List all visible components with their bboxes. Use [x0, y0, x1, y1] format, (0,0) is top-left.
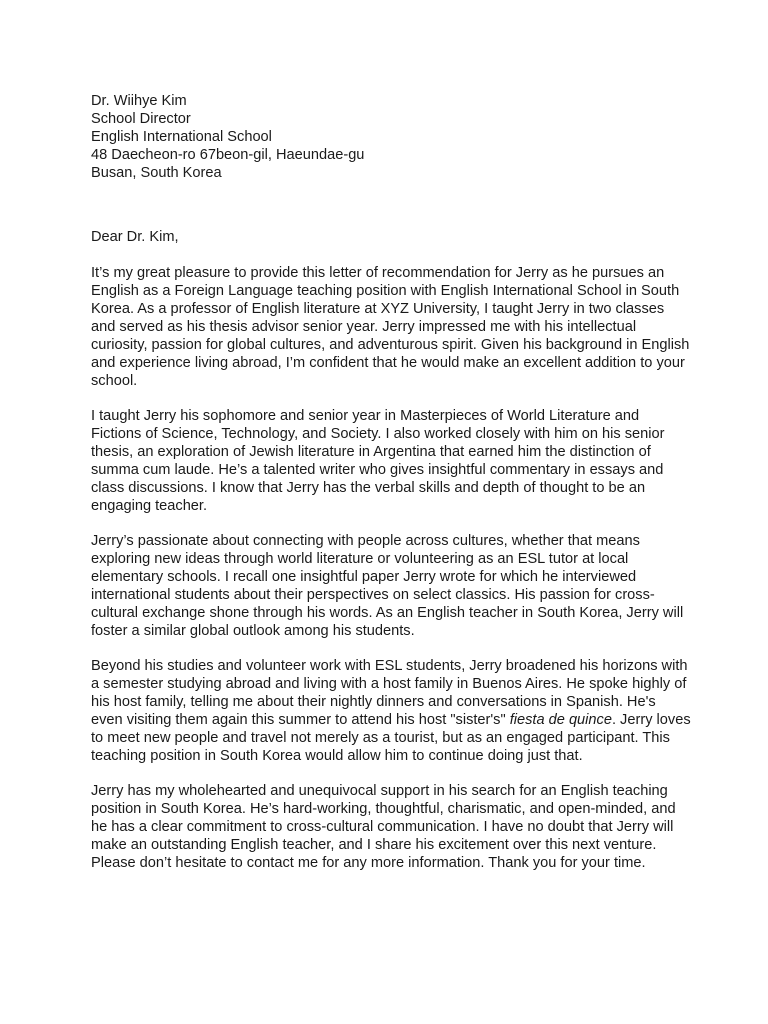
paragraph-4-text-start: Beyond his studies and volunteer work with ESL students, Jerry broadened his horizons with a semester studying abroad and living with a host family in Buenos Aires. He spoke highly of his host family, telling me about their nightly dinners and conversations in Spanish. He's even visiting them again this summer to attend his host "sister's" [91, 658, 688, 728]
paragraph-1: It’s my great pleasure to provide this letter of recommendation for Jerry as he pursues an English as a Foreign Language teaching position with English International School in South Korea. As a professor of English literature at XYZ University, I taught Jerry in two classes and served as his thesis advisor senior year. Jerry impressed me with his intellectual curiosity, passion for global cultures, and adventurous spirit. Given his background in English and experience living abroad, I’m confident that he would make an excellent addition to your school. [91, 265, 690, 389]
letter-page [91, 92, 691, 872]
recipient-name: Dr. Wiihye Kim [91, 93, 187, 109]
recipient-address-block [91, 92, 691, 182]
paragraph-4-italic-phrase: fiesta de quince [509, 712, 612, 728]
paragraph-5: Jerry has my wholehearted and unequivocal support in his search for an English teaching position in South Korea. He’s hard-working, thoughtful, charismatic, and open-minded, and he has a clear commitment to cross-cultural communication. I have no doubt that Jerry will make an outstanding English teacher, and I share his excitement over this next venture. Please don’t hesitate to contact me for any more information. Thank you for your time. [91, 783, 676, 871]
paragraph-4 [91, 657, 691, 765]
paragraph-2: I taught Jerry his sophomore and senior year in Masterpieces of World Literature and Fictions of Science, Technology, and Society. I also worked closely with him on his senior thesis, an exploration of Jewish literature in Argentina that earned him the distinction of summa cum laude. He’s a talented writer who gives insightful commentary in essays and class discussions. I know that Jerry has the verbal skills and depth of thought to be an engaging teacher. [91, 408, 665, 514]
paragraph-4-text-end: . Jerry loves to meet new people and travel not merely as a tourist, but as an engaged participant. This teaching position in South Korea would allow him to continue doing just that. [91, 712, 691, 764]
recipient-city: Busan, South Korea [91, 165, 222, 181]
recipient-street: 48 Daecheon-ro 67beon-gil, Haeundae-gu [91, 147, 365, 163]
salutation: Dear Dr. Kim, [91, 229, 179, 245]
recipient-organization: English International School [91, 129, 272, 145]
paragraph-3: Jerry’s passionate about connecting with people across cultures, whether that means exploring new ideas through world literature or volunteering as an ESL tutor at local elementary schools. I recall one insightful paper Jerry wrote for which he interviewed international students about their perspectives on select classics. His passion for cross-cultural exchange shone through his words. As an English teacher in South Korea, Jerry will foster a similar global outlook among his students. [91, 533, 684, 639]
recipient-title: School Director [91, 111, 191, 127]
